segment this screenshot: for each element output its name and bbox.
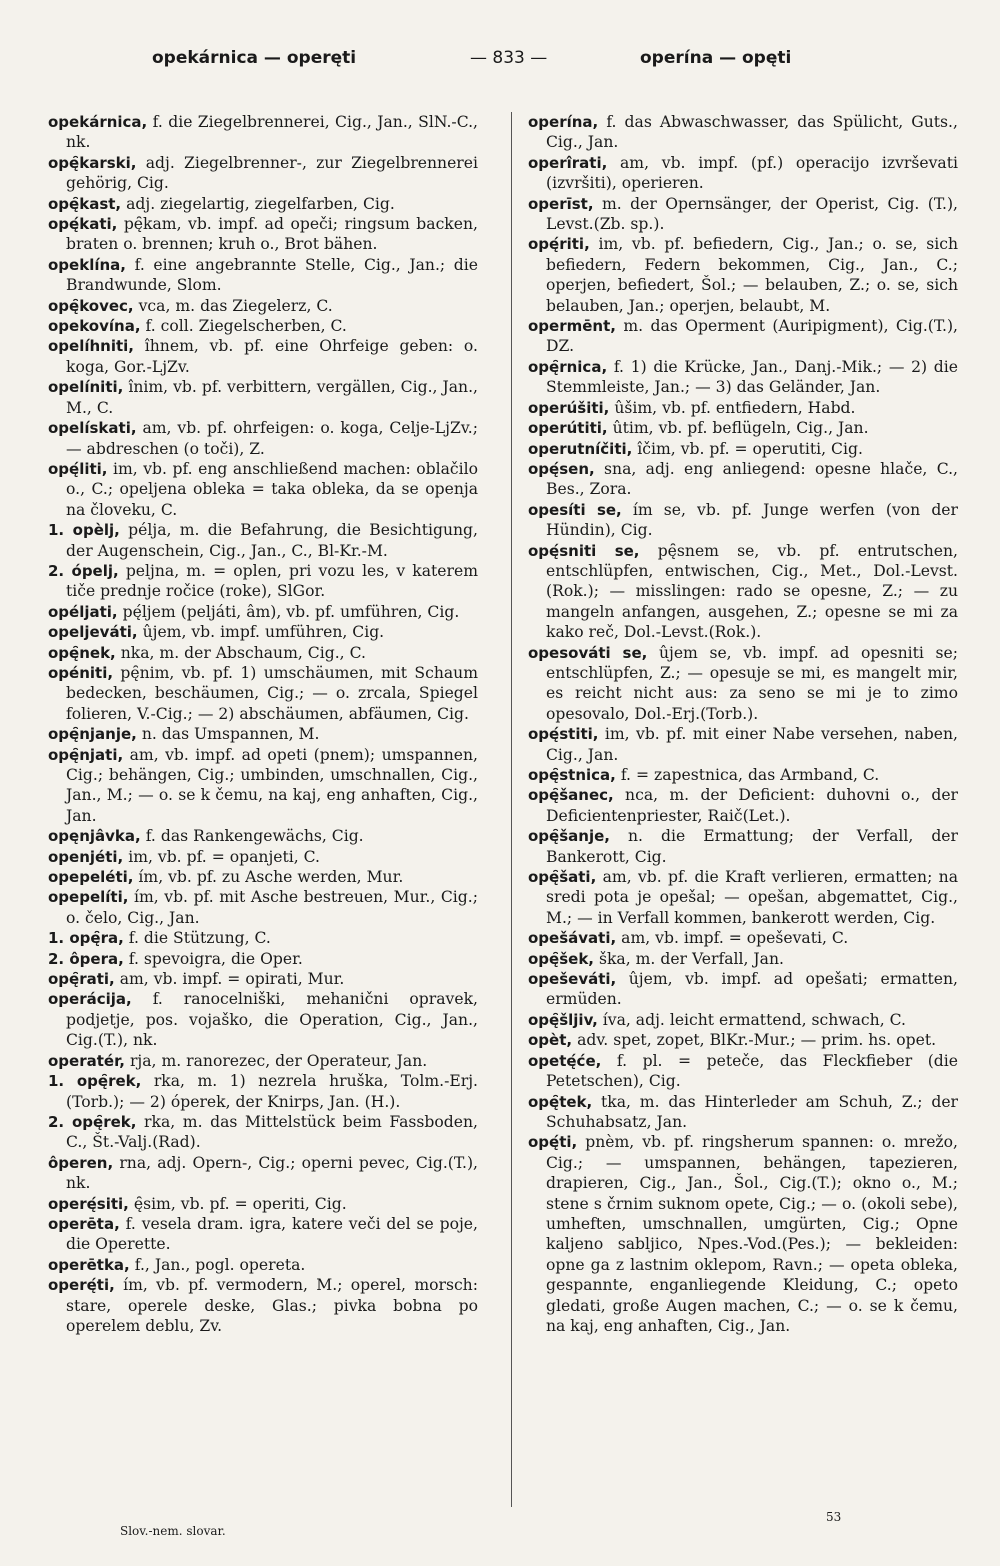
dictionary-entry [48,296,478,316]
entry-headword: opę́sniti se, [528,541,640,560]
entry-headword: opę̑stnica, [528,766,616,784]
dictionary-entry [48,418,478,459]
dictionary-entry [48,255,478,296]
entry-headword: opę́sen, [528,459,595,478]
entry-headword: 1. opèlj, [48,521,120,540]
dictionary-entry [48,847,478,867]
dictionary-entry [528,949,958,969]
dictionary-entry [528,398,958,418]
entry-definition: ím, vb. pf. mit Asche bestreuen, Mur., Cig.; o. čelo, Cig., Jan. [66,888,478,927]
entry-headword: opermēnt, [528,317,616,336]
entry-definition: rja, m. ranorezec, der Operateur, Jan. [129,1051,428,1070]
dictionary-entry [528,1051,958,1092]
entry-headword: 1. opę̑rek, [48,1072,142,1091]
dictionary-entry [48,1275,478,1336]
entry-headword: opę̑šanje, [528,827,610,846]
entry-definition: f. das Abwaschwasser, das Spülicht, Guts., Cig., Jan. [546,113,958,152]
page-header [40,44,960,74]
entry-definition: am, vb. pf. ohrfeigen: o. koga, Celje-LjZv.; — abdreschen (o toči), Z. [66,419,478,458]
entry-headword: operīst, [528,194,594,213]
dictionary-entry [528,785,958,826]
entry-headword: opę̑šanec, [528,786,614,805]
entry-definition: am, vb. impf. = opeševati, C. [621,929,849,948]
entry-definition: adj. ziegelartig, ziegelfarben, Cig. [126,194,395,213]
dictionary-entry [48,887,478,928]
dictionary-entry [528,316,958,357]
entry-definition: f. eine angebrannte Stelle, Cig., Jan.; die Brandwunde, Slom. [66,255,478,295]
entry-headword: operę́ti, [48,1276,115,1295]
column-divider [511,112,512,1507]
entry-definition: f., Jan., pogl. opereta. [134,1255,306,1274]
entry-definition: f. die Ziegelbrennerei, Cig., Jan., SlN.-C., nk. [66,113,478,152]
dictionary-entry [48,622,478,642]
entry-headword: 1. opę̑ra, [48,929,124,948]
dictionary-entry [528,418,958,438]
dictionary-entry [528,459,958,500]
entry-definition: adj. Ziegelbrenner-, zur Ziegelbrennerei gehörig, Cig. [66,153,478,193]
dictionary-entry [528,969,958,1010]
entry-definition: m. das Operment (Auripigment), Cig.(T.), DZ. [546,317,958,356]
entry-headword: opetę́će, [528,1051,602,1070]
entry-headword: opęnjâvka, [48,827,141,846]
entry-definition: nka, m. der Abschaum, Cig., C. [120,643,366,662]
entry-definition: f. das Rankengewächs, Cig. [145,827,364,846]
dictionary-entry [48,316,478,336]
entry-definition: f. 1) die Krücke, Jan., Danj.-Mik.; — 2) die Stemmleiste, Jan.; — 3) das Geländer, Jan. [546,357,958,397]
dictionary-entry [48,112,478,153]
entry-definition: im, vb. pf. eng anschließend machen: oblačilo o., C.; opeljena obleka = taka obleka, da se openja na človeku, C. [66,459,478,519]
dictionary-entry [48,1255,478,1275]
dictionary-entry [528,1010,958,1030]
entry-definition: f. spevoigra, die Oper. [128,949,303,968]
dictionary-entry [528,1092,958,1133]
left-column [48,112,478,1336]
dictionary-entry [528,643,958,725]
entry-headword: operatér, [48,1051,125,1070]
dictionary-entry [48,520,478,561]
entry-definition: f. pl. = peteče, das Fleckfieber (die Petetschen), Cig. [546,1051,958,1091]
entry-headword: opę̑njati, [48,745,124,764]
entry-definition: am, vb. pf. die Kraft verlieren, ermatten; na sredi pota je opešal; — opešan, abgemattet, Cig., M.; — in Verfall kommen, bankerott werden, Cig. [546,868,958,927]
entry-headword: operúšiti, [528,398,610,417]
entry-headword: 2. ópelj, [48,561,119,580]
entry-definition: im, vb. pf. = opanjeti, C. [128,847,321,866]
entry-definition: pnèm, vb. pf. ringsherum spannen: o. mrežo, Cig.; — umspannen, behängen, tapezieren, drapieren, Cig., Jan., Šol., Cig.(T.); okno o., M.; stene s črnim suknom opete, Cig.; — o. (okoli sebe), umheften, umschnallen, umgürten, Cig.; Opne kaljeno sabljico, Npes.-Vod.(Pes.); — bekleiden: opne ga z lastnim oklepom, Ravn.; — opeta obleka, gespannte, enganliegende Kleidung, C.; opeto gledati, große Augen machen, C.; — o. se k čemu, na kaj, eng anhaften, Cig., Jan. [546,1133,958,1335]
dictionary-entry [48,867,478,887]
entry-definition: f. = zapestnica, das Armband, C. [620,766,880,784]
entry-definition: pę̑kam, vb. impf. ad opeči; ringsum backen, braten o. brennen; kruh o., Brot bähen. [66,215,478,254]
entry-headword: operēta, [48,1214,120,1233]
dictionary-entry [48,1214,478,1255]
entry-definition: íva, adj. leicht ermattend, schwach, C. [602,1010,906,1029]
entry-definition: îhnem, vb. pf. eine Ohrfeige geben: o. koga, Gor.-LjZv. [66,337,478,376]
entry-headword: opekovína, [48,317,141,336]
dictionary-entry [48,1153,478,1194]
entry-headword: ôperen, [48,1153,114,1172]
entry-headword: opepeléti, [48,868,134,887]
entry-definition: ę̑sim, vb. pf. = operiti, Cig. [133,1194,347,1213]
entry-headword: opesíti se, [528,500,622,519]
entry-definition: ûjem, vb. impf. umführen, Cig. [142,623,385,642]
dictionary-entry [528,234,958,316]
dictionary-entry [48,153,478,194]
entry-headword: operína, [528,113,599,131]
dictionary-entry [48,928,478,948]
entry-headword: opę̑kovec, [48,296,134,315]
entry-definition: vca, m. das Ziegelerz, C. [138,296,333,315]
entry-headword: opę̑nek, [48,643,116,662]
dictionary-entry [48,949,478,969]
entry-headword: opę̑karski, [48,153,137,172]
dictionary-entry [48,1071,478,1112]
dictionary-entry [528,1132,958,1336]
dictionary-entry [528,724,958,765]
entry-definition: adv. spet, zopet, BlKr.-Mur.; — prim. hs. opet. [577,1031,937,1050]
dictionary-entry [48,377,478,418]
dictionary-entry [48,602,478,622]
entry-definition: pę̑snem se, vb. pf. entrutschen, entschlüpfen, entwischen, Cig., Met., Dol.-Levst. (Rok.); — misslingen: rado se opesne, Z.; — zu mangeln anfangen, ausgehen, Z.; opesne se mi za kako reč, Dol.-Levst.(Rok.). [546,541,958,642]
entry-definition: îčim, vb. pf. = operutiti, Cig. [637,439,863,458]
entry-headword: opę̑rnica, [528,357,608,376]
entry-headword: opę́ti, [528,1133,578,1152]
right-column [528,112,958,1336]
dictionary-entry [48,643,478,663]
entry-definition: am, vb. impf. (pf.) operacijo izvrševati (izvršiti), operieren. [546,153,958,193]
entry-headword: opę̑njanje, [48,725,137,744]
entry-headword: opę̑šek, [528,949,594,968]
entry-definition: f. ranocelniški, mehanični opravek, podjetje, pos. vojaško, die Operation, Cig., Jan., Cig.(T.), nk. [66,990,478,1050]
dictionary-entry [528,867,958,928]
entry-definition: peljna, m. = oplen, pri vozu les, v katerem tiče prednje ročice (roke), SlGor. [66,561,478,601]
dictionary-entry [48,336,478,377]
dictionary-entry [48,826,478,846]
entry-headword: opę̑tek, [528,1092,593,1111]
header-right-guideword: operína — opęti [640,48,792,68]
entry-definition: am, vb. impf. = opirati, Mur. [119,970,345,989]
dictionary-entry [48,561,478,602]
dictionary-entry [528,153,958,194]
dictionary-entry [48,663,478,724]
entry-definition: n. die Ermattung; der Verfall, der Bankerott, Cig. [546,827,958,866]
dictionary-entry [48,459,478,520]
entry-definition: pę̑nim, vb. pf. 1) umschäumen, mit Schaum bedecken, beschäumen, Cig.; — o. zrcala, Spiegel folieren, V.-Cig.; — 2) abschäumen, abfäumen, Cig. [66,663,478,723]
entry-headword: operácija, [48,990,132,1009]
dictionary-entry [528,826,958,867]
dictionary-entry [48,194,478,214]
entry-headword: opę́liti, [48,459,108,478]
dictionary-entry [528,112,958,153]
entry-headword: opę̑rati, [48,970,115,989]
entry-headword: operutníčiti, [528,439,633,458]
entry-headword: opę́stiti, [528,725,599,744]
entry-headword: opèt, [528,1031,573,1050]
page-number: — 833 — [470,48,548,68]
entry-definition: ím, vb. pf. vermodern, M.; operel, morsch: stare, operele deske, Glas.; pivka bobna po operelem deblu, Zv. [66,1276,478,1335]
entry-headword: opéniti, [48,663,114,682]
entry-headword: opę̑šati, [528,868,597,887]
entry-headword: 2. opę̑rek, [48,1112,137,1131]
entry-definition: sna, adj. eng anliegend: opesne hlače, C., Bes., Zora. [546,459,958,499]
entry-headword: operę́siti, [48,1194,129,1213]
entry-headword: opepelíti, [48,888,129,907]
dictionary-entry [48,214,478,255]
dictionary-entry [48,724,478,744]
entry-definition: ûjem, vb. impf. ad opešati; ermatten, ermüden. [546,970,958,1009]
dictionary-entry [528,439,958,459]
entry-headword: opę́riti, [528,235,590,254]
dictionary-entry [48,989,478,1050]
entry-definition: ím, vb. pf. zu Asche werden, Mur. [138,868,404,887]
entry-headword: opeklína, [48,255,126,274]
entry-headword: opę̑šljiv, [528,1010,598,1029]
dictionary-entry [528,194,958,235]
entry-definition: ûjem se, vb. impf. ad opesniti se; entschlüpfen, Z.; — opesuje se mi, es mangelt mir, es reicht nicht aus: za seno se mi je to zimo opesovalo, Dol.-Erj.(Torb.). [546,643,958,723]
entry-definition: rna, adj. Opern-, Cig.; operni pevec, Cig.(T.), nk. [66,1153,478,1193]
entry-definition: ška, m. der Verfall, Jan. [598,949,784,968]
footer-sheet-number: 53 [826,1510,842,1524]
footer-signature: Slov.-nem. slovar. [120,1524,226,1538]
entry-definition: ím se, vb. pf. Junge werfen (von der Hündin), Cig. [546,500,958,540]
entry-definition: tka, m. das Hinterleder am Schuh, Z.; der Schuhabsatz, Jan. [546,1092,958,1131]
dictionary-entry [48,745,478,827]
entry-headword: operētka, [48,1255,130,1274]
entry-definition: nca, m. der Deficient: duhovni o., der Deficientenpriester, Raič(Let.). [546,786,959,825]
entry-headword: 2. ôpera, [48,949,124,968]
entry-definition: m. der Opernsänger, der Operist, Cig. (T.), Levst.(Zb. sp.). [546,194,958,234]
entry-definition: pę́ljem (peljáti, âm), vb. pf. umführen, Cig. [122,602,460,621]
entry-definition: rka, m. 1) nezrela hruška, Tolm.-Erj.(Torb.); — 2) óperek, der Knirps, Jan. (H.). [66,1072,478,1111]
entry-definition: înim, vb. pf. verbittern, vergällen, Cig., Jan., M., C. [66,378,479,417]
entry-definition: f. die Stützung, C. [128,929,271,948]
entry-headword: opesováti se, [528,643,648,662]
dictionary-entry [528,500,958,541]
entry-headword: operútiti, [528,419,608,438]
dictionary-entry [528,541,958,643]
entry-definition: pélja, m. die Befahrung, die Besichtigung, der Augenschein, Cig., Jan., C., Bl-Kr.-M. [66,521,478,560]
dictionary-columns [48,112,960,1512]
entry-headword: opeljeváti, [48,623,138,642]
entry-headword: opę̑kast, [48,194,122,213]
dictionary-entry [528,357,958,398]
entry-headword: opelíhniti, [48,337,135,356]
dictionary-entry [528,765,958,785]
entry-headword: opelíniti, [48,378,124,397]
entry-headword: opę́kati, [48,215,118,234]
entry-headword: opéljati, [48,602,118,621]
entry-definition: ûšim, vb. pf. entfiedern, Habd. [614,398,856,417]
entry-headword: operîrati, [528,153,608,172]
entry-headword: openjéti, [48,847,124,866]
entry-definition: rka, m. das Mittelstück beim Fassboden, C., Št.-Valj.(Rad). [66,1112,478,1152]
entry-headword: opešávati, [528,929,617,948]
entry-definition: f. vesela dram. igra, katere veči del se poje, die Operette. [66,1214,478,1254]
entry-definition: im, vb. pf. mit einer Nabe versehen, naben, Cig., Jan. [546,725,958,764]
header-left-guideword: opekárnica — operęti [152,48,357,68]
dictionary-entry [48,969,478,989]
entry-headword: opekárnica, [48,113,148,131]
entry-definition: am, vb. impf. ad opeti (pnem); umspannen, Cig.; behängen, Cig.; umbinden, umschnallen, Cig., Jan., M.; — o. se k čemu, na kaj, eng anhaften, Cig., Jan. [66,745,478,825]
entry-definition: n. das Umspannen, M. [141,725,320,744]
dictionary-entry [528,1030,958,1050]
entry-definition: f. coll. Ziegelscherben, C. [145,317,347,336]
entry-headword: opelískati, [48,419,137,438]
entry-definition: ûtim, vb. pf. beflügeln, Cig., Jan. [612,419,869,438]
dictionary-entry [528,928,958,948]
dictionary-entry [48,1194,478,1214]
dictionary-entry [48,1051,478,1071]
entry-headword: opeševáti, [528,970,617,989]
dictionary-entry [48,1112,478,1153]
entry-definition: im, vb. pf. befiedern, Cig., Jan.; o. se, sich befiedern, Federn bekommen, Cig., Jan., C.; operjen, befiedert, Šol.; — belauben, Z.; o. se, sich belauben, Jan.; operjen, belaubt, M. [546,235,958,315]
